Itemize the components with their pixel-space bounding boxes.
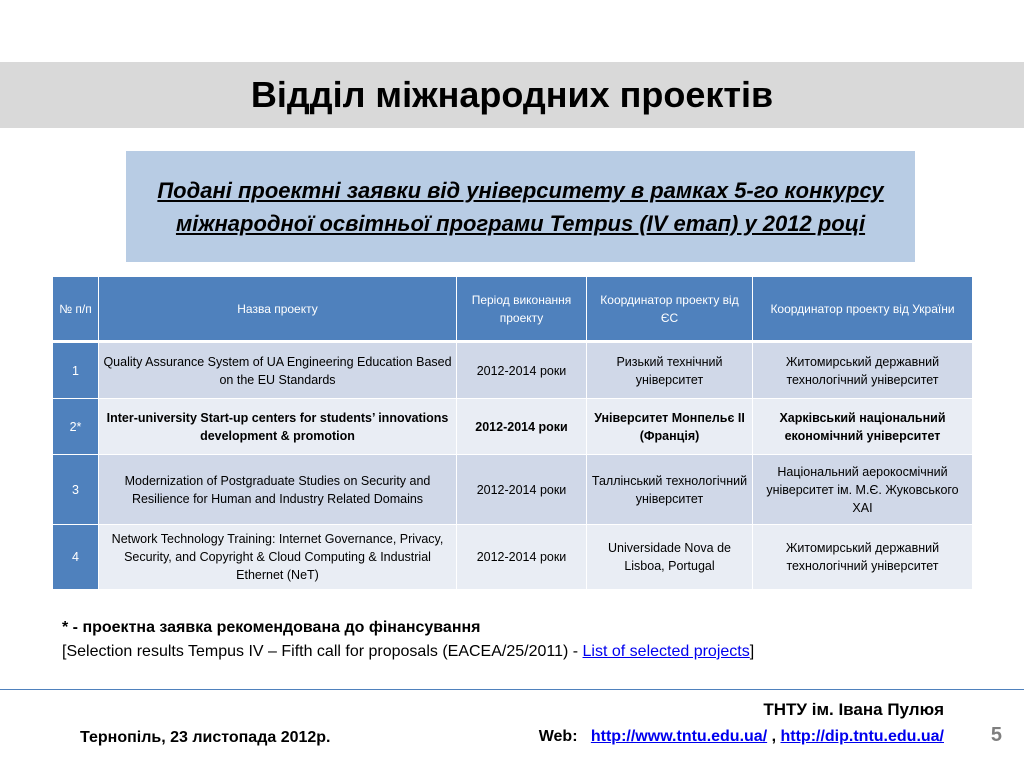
slide-title: Відділ міжнародних проектів	[250, 74, 774, 115]
notes-block	[62, 616, 962, 664]
table-row	[53, 342, 973, 399]
row-num: 4	[53, 525, 99, 590]
row-coord-ua: Житомирський державний технологічний університет	[753, 342, 973, 399]
row-name: Quality Assurance System of UA Engineering Education Based on the EU Standards	[99, 342, 457, 399]
row-period: 2012-2014 роки	[457, 399, 587, 455]
footer-org-name: ТНТУ ім. Івана Пулюя	[763, 700, 944, 719]
row-coord-ua: Житомирський державний технологічний університет	[753, 525, 973, 590]
selected-projects-link[interactable]: List of selected projects	[582, 643, 750, 660]
title-band	[0, 62, 1024, 128]
row-coord-eu: Таллінський технологічний університет	[587, 455, 753, 525]
row-coord-ua: Харківський національний економічний університет	[753, 399, 973, 455]
header-name: Назва проекту	[99, 277, 457, 342]
page-number: 5	[990, 724, 1002, 746]
selection-prefix: [Selection results Tempus IV – Fifth call for proposals (EACEA/25/2011) -	[62, 643, 583, 660]
row-coord-ua: Національний аерокосмічний університет ім. М.Є. Жуковського ХАІ	[753, 455, 973, 525]
row-name: Modernization of Postgraduate Studies on Security and Resilience for Human and Industry Related Domains	[99, 455, 457, 525]
table-header-row	[53, 277, 973, 342]
subtitle-box	[126, 151, 915, 262]
footer-web-links	[539, 728, 944, 746]
row-coord-eu: Університет Монпельє ІІ (Франція)	[587, 399, 753, 455]
row-coord-eu: Universidade Nova de Lisboa, Portugal	[587, 525, 753, 590]
row-num: 3	[53, 455, 99, 525]
row-period: 2012-2014 роки	[457, 455, 587, 525]
tntu-website-link[interactable]: http://www.tntu.edu.ua/	[590, 728, 768, 745]
web-label: Web:	[538, 728, 578, 745]
projects-table	[52, 276, 973, 590]
row-period: 2012-2014 роки	[457, 342, 587, 399]
table-row	[53, 399, 973, 455]
table-row	[53, 525, 973, 590]
row-name: Inter-university Start-up centers for students’ innovations development & promotion	[99, 399, 457, 455]
footer-place-date: Тернопіль, 23 листопада 2012р.	[80, 729, 331, 746]
row-num: 2*	[53, 399, 99, 455]
row-num: 1	[53, 342, 99, 399]
selection-results-line	[62, 640, 962, 664]
dip-website-link[interactable]: http://dip.tntu.edu.ua/	[780, 728, 944, 745]
link-separator: ,	[767, 728, 781, 745]
row-name: Network Technology Training: Internet Governance, Privacy, Security, and Copyright & Cloud Computing & Industrial Ethernet (NeT)	[99, 525, 457, 590]
header-coord-ua: Координатор проекту від України	[753, 277, 973, 342]
header-period: Період виконання проекту	[457, 277, 587, 342]
table-row	[53, 455, 973, 525]
header-num: № п/п	[53, 277, 99, 342]
header-coord-eu: Координатор проекту від ЄС	[587, 277, 753, 342]
subtitle-text: Подані проектні заявки від університету в рамках 5-го конкурсу міжнародної освітньої програми Tempus (IV етап) у 2012 році	[157, 177, 884, 236]
row-coord-eu: Ризький технічний університет	[587, 342, 753, 399]
footer-divider	[0, 689, 1024, 690]
selection-suffix: ]	[749, 643, 755, 660]
row-period: 2012-2014 роки	[457, 525, 587, 590]
footnote-text: * - проектна заявка рекомендована до фінансування	[62, 619, 481, 636]
